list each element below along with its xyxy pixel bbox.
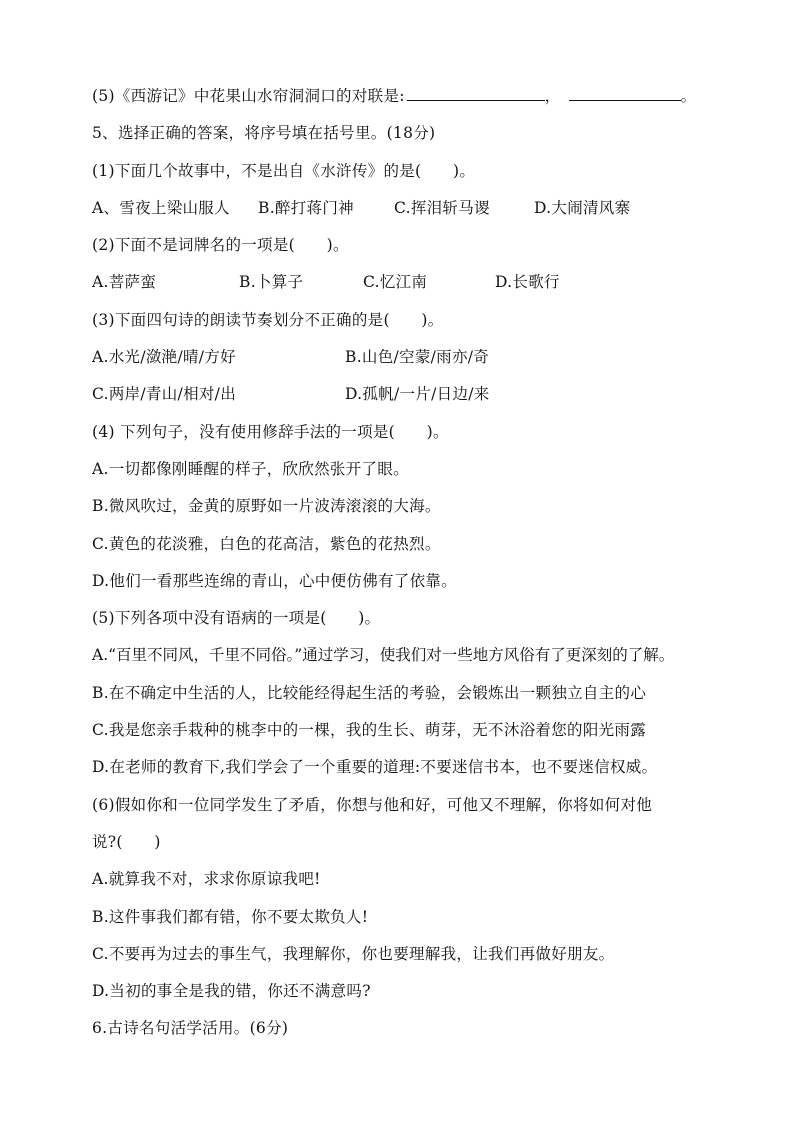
option-d: D.在老师的教育下,我们学会了一个重要的道理:不要迷信书本，也不要迷信权威。 [92, 758, 658, 777]
option-b: B.微风吹过，金黄的原野如一片波涛滚滚的大海。 [92, 497, 441, 516]
blank-separator: ， [544, 87, 561, 105]
option-b: B.醉打蒋门神 [258, 198, 354, 217]
sentence-end: 。 [680, 87, 697, 105]
option-d: D.当初的事全是我的错，你还不满意吗? [92, 982, 371, 1001]
option-a: A.菩萨蛮 [92, 273, 157, 292]
question-5-5-stem: (5)下列各项中没有语病的一项是( )。 [92, 609, 381, 628]
option-c: C.不要再为过去的事生气，我理解你，你也要理解我，让我们再做好朋友。 [92, 944, 615, 963]
question-5-1-options [92, 194, 794, 231]
question-5-6-stem-line-1: (6)假如你和一位同学发生了矛盾，你想与他和好，可他又不理解，你将如何对他 [92, 795, 653, 814]
answer-blank-1[interactable] [407, 82, 545, 101]
option-a: A.“百里不同风，千里不同俗。”通过学习，使我们对一些地方风俗有了更深刻的了解。 [92, 646, 675, 665]
question-5-2-stem: (2)下面不是词牌名的一项是( )。 [92, 236, 349, 255]
option-c: C.忆江南 [363, 273, 428, 292]
section-6-title: 6.古诗名句活学活用。(6分) [92, 1019, 289, 1038]
question-5-3-options-ab [92, 343, 794, 380]
question-5-2-options [92, 268, 794, 305]
option-b: B.在不确定中生活的人，比较能经得起生活的考验，会锻炼出一颗独立自主的心 [92, 683, 647, 702]
question-5-1-stem: (1)下面几个故事中，不是出自《水浒传》的是( )。 [92, 161, 476, 180]
option-c: C.我是您亲手栽种的桃李中的一棵，我的生长、萌芽，无不沐浴着您的阳光雨露 [92, 721, 647, 740]
section-5-title: 5、选择正确的答案，将序号填在括号里。(18分) [92, 124, 436, 143]
option-a: A.就算我不对，求求你原谅我吧! [92, 870, 321, 889]
option-c: C.黄色的花淡雅，白色的花高洁，紫色的花热烈。 [92, 534, 441, 553]
option-c: C.挥泪斩马谡 [394, 198, 490, 217]
question-5-3-options-cd [92, 380, 794, 417]
answer-blank-2[interactable] [569, 82, 681, 101]
question-5-3-stem: (3)下面四句诗的朗读节奏划分不正确的是( )。 [92, 310, 444, 329]
question-5-4-stem: (4) 下列句子，没有使用修辞手法的一项是( )。 [92, 422, 449, 441]
option-c: C.两岸/青山/相对/出 [92, 385, 237, 404]
option-a: A.一切都像刚睡醒的样子，欣欣然张开了眼。 [92, 459, 409, 478]
option-b: B.这件事我们都有错，你不要太欺负人! [92, 907, 369, 926]
option-a: A、雪夜上梁山服人 [92, 198, 230, 217]
option-d: D.他们一看那些连绵的青山，心中便仿佛有了依靠。 [92, 571, 458, 590]
question-4-5-text: (5)《西游记》中花果山水帘洞洞口的对联是: [92, 87, 405, 105]
option-a: A.水光/潋滟/晴/方好 [92, 348, 236, 367]
option-d: D.长歌行 [495, 273, 560, 292]
option-b: B.山色/空蒙/雨亦/奇 [345, 348, 490, 367]
option-d: D.孤帆/一片/日边/来 [345, 385, 490, 404]
option-d: D.大闹清风寨 [534, 198, 631, 217]
question-4-5-line [92, 82, 794, 119]
question-5-6-stem-line-2: 说?( ) [92, 832, 161, 851]
option-b: B.卜算子 [239, 273, 304, 292]
